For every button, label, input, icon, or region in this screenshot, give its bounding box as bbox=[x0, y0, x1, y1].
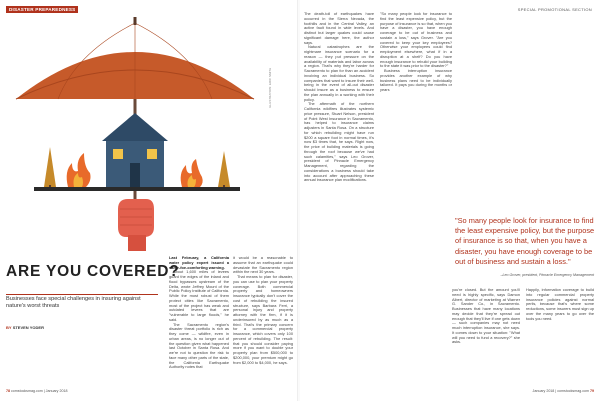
footer-left bbox=[6, 389, 67, 393]
body-paragraph: "So many people look for insurance to find the least expensive policy, but the purpose of insurance is so that, when you have a disaster, you have enough coverage to be out of business and sustain a loss," says Grover. "Are you covered to keep your key employees? Otherwise your employees could find employment elsewhere, what if in a disruption at a shelf? Do you have enough insurance to rebuild your building to the state it was prior to the disaster?" bbox=[380, 11, 452, 69]
body-column-2 bbox=[233, 256, 293, 365]
pull-quote-attribution: –Leo Grover, president, Pinnacle Emergency Management bbox=[500, 273, 594, 277]
body-paragraph: you're closed. But the amount you'll need is highly specific, says Damon Albert, director of marketing at Warner G. Sander Co., in Sacramento. Businesses that have many locations may decide that they're spread out enough that they'll live if one gets down — such companies may not need much interruption insurance, she says. It comes down to your situation: "What will you need to fund a recovery?" she asks. bbox=[452, 287, 520, 345]
body-paragraph: Happily, information coverage to build into regular commercial property insurance policies against normal perils, because that's where some reductions, some insurers must sign up over the many years to go over the tools you need. bbox=[526, 287, 594, 321]
photo-credit: ILLUSTRATION: ERIC SMITH bbox=[268, 67, 272, 108]
footer-right bbox=[533, 389, 594, 393]
promo-tag: SPECIAL PROMOTIONAL SECTION bbox=[517, 7, 592, 12]
body-paragraph: Natural catastrophes are the nightmare insurance scenario for a reason — they put pressure on the availability of materials and labor across a region. That's why they're harder for Sacramento to plan for than an accident involving an individual business. So companies that want to insure their well-being in the event of all-out disaster should insure as a business to ensure the plan annually in a working with their policy. bbox=[304, 44, 374, 102]
byline-by: BY bbox=[6, 325, 12, 330]
body-column-1 bbox=[169, 256, 229, 370]
body-paragraph: it would be a reasonable to assume that an earthquake could devastate the Sacramento region within the next 30 years. bbox=[233, 255, 293, 275]
footer-right-text: January 2018 | comstocksmag.com bbox=[532, 389, 589, 393]
body-paragraph: The Sacramento region's disaster threat portfolio is rich as they come — wildfire, even in urban areas, is no longer out of the question given what happened last October in Santa Rosa. And we're not to question the risk to face many other parts of the state, the California Earthquake Authority notes that bbox=[169, 321, 229, 370]
house-icon bbox=[102, 113, 168, 187]
byline bbox=[6, 325, 44, 330]
body-paragraph: Business interruption insurance provides another example of why business plans need to be individually tailored. It pays you during the months or years bbox=[380, 68, 452, 92]
footer-left-text: comstocksmag.com | January 2018 bbox=[11, 389, 68, 393]
pull-quote: "So many people look for insurance to find the least expensive policy, but the purpose of insurance is so that, when you have a disaster, you have enough coverage to be out of business and sustain a loss." bbox=[455, 216, 595, 266]
article-headline: ARE YOU COVERED? bbox=[6, 263, 180, 280]
headline-rule bbox=[6, 294, 158, 295]
page-number-left: 78 bbox=[6, 389, 10, 393]
body-paragraph: The death-toll of earthquakes have occurred in the Sierra Nevada, the foothills and in the Central Valley, an active fault found in wide levels. And distinct but larger quakes could cause significant damage here, the author says. bbox=[304, 11, 374, 45]
body-paragraph: About 1,600 miles of levees guard the edges of the inland and flood bypasses upstream of the Delta, wrote Jeffrey Mount of the Public Policy Institute of California. While the most robust of them protect cities like Sacramento, most of the project has weak and outdated levees that are "vulnerable to large floods," he said. bbox=[169, 269, 229, 322]
article-deck: Businesses face special challenges in insuring against nature's worst threats bbox=[6, 296, 141, 310]
body-paragraph: That means to plan for disaster, you can use to plan your property coverage. Both commercial property and homeowners insurance typically don't cover the cost of rebuilding the insured structure, says Barbara Ferri, a personal injury and property attorney with the firm, if it is underinsured by as much as a third. That's the primary concern for a commercial property insurance, which covers only 100 percent of rebuilding. The result: that you should consider paying more if you want to double your property plan from $500,000 to $200,000, your premium might go from $2,000 to $4,000, he says. bbox=[233, 274, 293, 365]
left-page bbox=[0, 0, 298, 401]
umbrella-house-illustration bbox=[6, 13, 264, 251]
body-column-4 bbox=[380, 12, 452, 93]
byline-author: STEVEN YODER bbox=[12, 325, 44, 330]
body-paragraph: The aftermath of the northern California wildfires illustrates systemic price pressure, Stuart Nelson, president of Point West Insurance in Sacramento, has helped to insurance claims adjusters in Santa Rosa. On a structure for which rebuilding might have run $200 a square foot in normal times, it's now $3 times that, he says. Right now, the price of building materials is going through the roof because we've had such calamities," says Leo Grover, president of Pinnacle Emergency Management, regarding the considerations a business should take into account after approaching these annual insurance plan modifications. bbox=[304, 101, 374, 183]
section-tag: DISASTER PREPAREDNESS bbox=[6, 6, 78, 13]
lead-paragraph: Last February, a California water policy expert issued a same-foe-comforting warning. bbox=[169, 255, 229, 270]
body-column-3 bbox=[304, 12, 374, 183]
page-number-right: 79 bbox=[590, 389, 594, 393]
body-column-5 bbox=[452, 288, 520, 345]
body-column-6 bbox=[526, 288, 594, 321]
hand-icon bbox=[118, 199, 154, 251]
